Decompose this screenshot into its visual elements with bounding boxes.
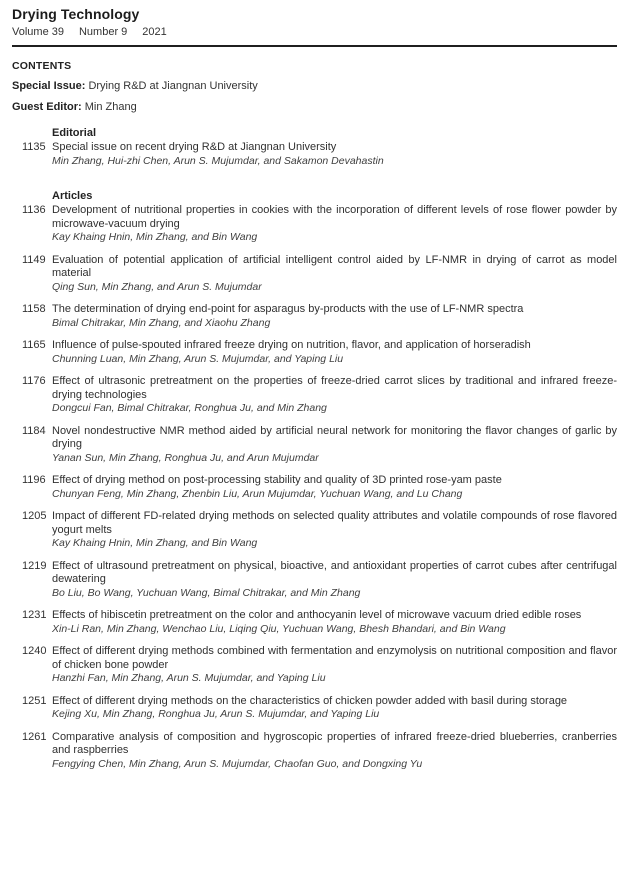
- toc-entry: [22, 425, 617, 466]
- toc-entry: [22, 375, 617, 416]
- article-title: Development of nutritional properties in cookies with the incorporation of different levels of rose flower powder by microwave-vacuum drying: [52, 204, 617, 230]
- journal-header: [12, 6, 617, 114]
- entry-body: [52, 510, 617, 551]
- page-number: 1136: [22, 204, 46, 216]
- entry-body: [52, 303, 617, 330]
- toc-entry: [22, 474, 617, 501]
- toc-entry: [22, 510, 617, 551]
- entry-body: [52, 204, 617, 245]
- section-heading: Editorial: [52, 127, 97, 139]
- page-number: 1251: [22, 694, 47, 707]
- article-title: Effect of ultrasound pretreatment on physical, bioactive, and antioxidant properties of carrot cubes after centrifugal dewatering: [52, 559, 617, 585]
- number-label: Number 9: [78, 26, 128, 38]
- article-title: Effect of different drying methods on the characteristics of chicken powder added with basil during storage: [52, 694, 568, 707]
- page-number: 1261: [22, 730, 47, 743]
- page-number: 1135: [22, 141, 46, 153]
- page-number: 1219: [22, 559, 47, 572]
- toc-entry: [22, 204, 617, 245]
- header-rule: [12, 45, 617, 47]
- toc-list: [12, 127, 617, 771]
- entry-body: [52, 375, 617, 416]
- entry-body: [52, 645, 617, 686]
- article-authors: Chunyan Feng, Min Zhang, Zhenbin Liu, Arun Mujumdar, Yuchuan Wang, and Lu Chang: [52, 487, 463, 500]
- toc-entry: [22, 731, 617, 772]
- article-authors: Yanan Sun, Min Zhang, Ronghua Ju, and Arun Mujumdar: [52, 451, 319, 464]
- entry-body: [52, 141, 617, 168]
- article-authors: Hanzhi Fan, Min Zhang, Arun S. Mujumdar, and Yaping Liu: [52, 672, 326, 684]
- contents-heading: CONTENTS: [12, 60, 72, 72]
- page-number: 1231: [22, 609, 47, 621]
- entry-body: [52, 695, 617, 722]
- article-authors: Fengying Chen, Min Zhang, Arun S. Mujumdar, Chaofan Guo, and Dongxing Yu: [52, 757, 423, 770]
- page-number: 1205: [22, 510, 47, 522]
- article-authors: Kejing Xu, Min Zhang, Ronghua Ju, Arun S. Mujumdar, and Yaping Liu: [52, 708, 380, 720]
- entry-body: [52, 339, 617, 366]
- special-issue-label: Special Issue:: [12, 80, 86, 92]
- entry-body: [52, 254, 617, 295]
- entry-body: [52, 609, 617, 636]
- article-authors: Xin-Li Ran, Min Zhang, Wenchao Liu, Liqing Qiu, Yuchuan Wang, Bhesh Bhandari, and Bin Wang: [52, 622, 506, 635]
- toc-entry: [22, 141, 617, 168]
- page-number: 1184: [22, 424, 46, 437]
- special-issue-line: [12, 80, 617, 93]
- article-title: Effect of different drying methods combined with fermentation and enzymolysis on nutritional composition and flavor of chicken bone powder: [52, 645, 617, 671]
- article-title: Effect of ultrasonic pretreatment on the properties of freeze-dried carrot slices by traditional and infrared freeze-drying technologies: [52, 375, 617, 401]
- article-title: The determination of drying end-point for asparagus by-products with the use of LF-NMR spectra: [52, 303, 524, 315]
- article-title: Comparative analysis of composition and hygroscopic properties of infrared freeze-dried blueberries, cranberries and raspberries: [52, 730, 617, 756]
- toc-entry: [22, 339, 617, 366]
- article-authors: Bo Liu, Bo Wang, Yuchuan Wang, Bimal Chitrakar, and Min Zhang: [52, 586, 361, 599]
- guest-editor-label: Guest Editor:: [12, 101, 82, 113]
- toc-entry: [22, 609, 617, 636]
- page-number: 1165: [22, 339, 46, 351]
- article-title: Novel nondestructive NMR method aided by artificial neural network for monitoring the flavor changes of garlic by drying: [52, 424, 617, 450]
- article-authors: Min Zhang, Hui-zhi Chen, Arun S. Mujumdar, and Sakamon Devahastin: [52, 154, 384, 167]
- toc-entry: [22, 560, 617, 601]
- guest-editor-line: [12, 101, 617, 114]
- entry-body: [52, 560, 617, 601]
- article-authors: Qing Sun, Min Zhang, and Arun S. Mujumdar: [52, 280, 262, 293]
- toc-entry: [22, 695, 617, 722]
- article-title: Influence of pulse-spouted infrared freeze drying on nutrition, flavor, and application of horseradish: [52, 339, 531, 351]
- entry-body: [52, 425, 617, 466]
- page-number: 1158: [22, 303, 46, 315]
- page-number: 1196: [22, 474, 46, 486]
- issue-info: [12, 26, 617, 38]
- article-title: Special issue on recent drying R&D at Jiangnan University: [52, 141, 337, 153]
- entry-body: [52, 474, 617, 501]
- page-number: 1176: [22, 375, 46, 387]
- guest-editor-value: Min Zhang: [84, 101, 137, 113]
- article-title: Effects of hibiscetin pretreatment on the color and anthocyanin level of microwave vacuum dried edible roses: [52, 609, 582, 621]
- special-issue-value: Drying R&D at Jiangnan University: [88, 80, 258, 92]
- entry-body: [52, 731, 617, 772]
- page-number: 1240: [22, 645, 47, 657]
- article-authors: Kay Khaing Hnin, Min Zhang, and Bin Wang: [52, 537, 258, 549]
- toc-entry: [22, 645, 617, 686]
- year-label: 2021: [142, 26, 167, 38]
- section-heading: Articles: [52, 190, 93, 202]
- page-number: 1149: [22, 253, 46, 266]
- article-authors: Dongcui Fan, Bimal Chitrakar, Ronghua Ju, and Min Zhang: [52, 402, 327, 414]
- article-title: Effect of drying method on post-processing stability and quality of 3D printed rose-yam paste: [52, 474, 502, 486]
- article-title: Evaluation of potential application of artificial intelligent control aided by LF-NMR in drying of carrot as model material: [52, 253, 617, 279]
- volume-label: Volume 39: [12, 26, 64, 38]
- toc-entry: [22, 303, 617, 330]
- journal-title: Drying Technology: [12, 6, 140, 22]
- article-authors: Bimal Chitrakar, Min Zhang, and Xiaohu Zhang: [52, 316, 271, 329]
- article-authors: Chunning Luan, Min Zhang, Arun S. Mujumdar, and Yaping Liu: [52, 352, 344, 365]
- toc-entry: [22, 254, 617, 295]
- article-title: Impact of different FD-related drying methods on selected quality attributes and volatile compounds of rose flavored yogurt melts: [52, 510, 617, 536]
- article-authors: Kay Khaing Hnin, Min Zhang, and Bin Wang: [52, 231, 258, 243]
